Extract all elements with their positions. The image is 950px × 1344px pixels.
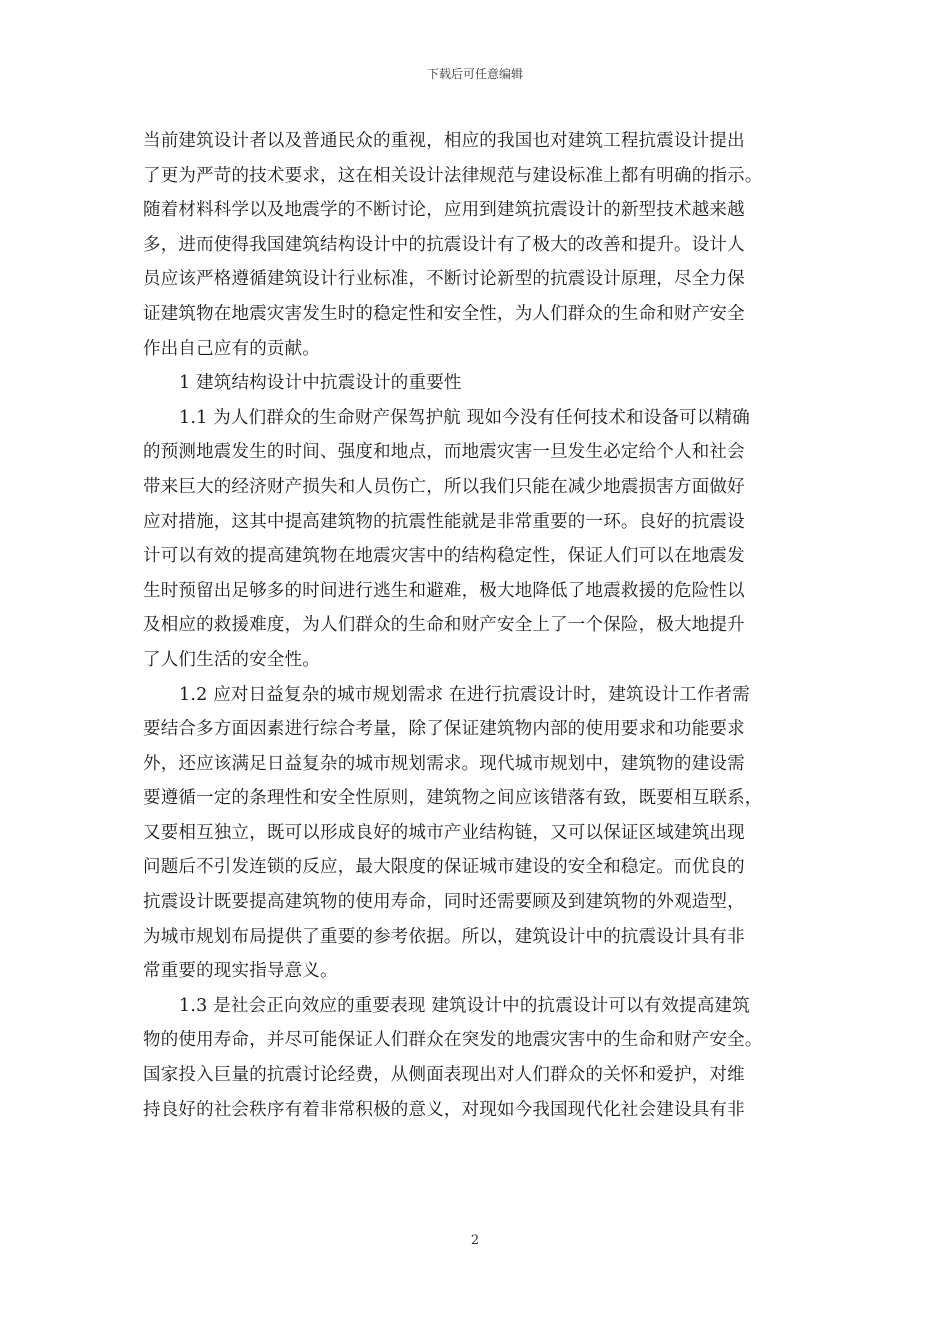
text-line: 要结合多方面因素进行综合考量，除了保证建筑物内部的使用要求和功能要求 bbox=[143, 719, 745, 740]
text-line: 又要相互独立，既可以形成良好的城市产业结构链，又可以保证区域建筑出现 bbox=[143, 822, 745, 843]
text-line: 物的使用寿命，并尽可能保证人们群众在突发的地震灾害中的生命和财产安全。 bbox=[143, 1030, 763, 1051]
page-number: 2 bbox=[470, 1233, 480, 1248]
text-line: 带来巨大的经济财产损失和人员伤亡，所以我们只能在减少地震损害方面做好 bbox=[143, 476, 745, 497]
section-heading: 1 建筑结构设计中抗震设计的重要性 bbox=[179, 373, 462, 394]
page-header: 下载后可任意编辑 bbox=[426, 67, 523, 81]
text-line: 及相应的救援难度，为人们群众的生命和财产安全上了一个保险，极大地提升 bbox=[143, 615, 745, 636]
text-line: 了更为严苛的技术要求，这在相关设计法律规范与建设标准上都有明确的指示。 bbox=[143, 165, 763, 186]
text-line: 作出自己应有的贡献。 bbox=[143, 338, 320, 359]
subsection-line: 1.2 应对日益复杂的城市规划需求 在进行抗震设计时，建筑设计工作者需 bbox=[179, 684, 750, 705]
text-line: 员应该严格遵循建筑设计行业标准，不断讨论新型的抗震设计原理，尽全力保 bbox=[143, 269, 745, 290]
text-line: 抗震设计既要提高建筑物的使用寿命，同时还需要顾及到建筑物的外观造型， bbox=[143, 892, 745, 913]
text-line: 常重要的现实指导意义。 bbox=[143, 961, 338, 982]
subsection-line: 1.1 为人们群众的生命财产保驾护航 现如今没有任何技术和设备可以精确 bbox=[179, 407, 750, 428]
subsection-line: 1.3 是社会正向效应的重要表现 建筑设计中的抗震设计可以有效提高建筑 bbox=[179, 995, 750, 1016]
text-line: 的预测地震发生的时间、强度和地点，而地震灾害一旦发生必定给个人和社会 bbox=[143, 442, 745, 463]
text-line: 外，还应该满足日益复杂的城市规划需求。现代城市规划中，建筑物的建设需 bbox=[143, 753, 745, 774]
document-body bbox=[143, 124, 808, 1127]
text-line: 要遵循一定的条理性和安全性原则，建筑物之间应该错落有致，既要相互联系， bbox=[143, 788, 763, 809]
text-line: 国家投入巨量的抗震讨论经费，从侧面表现出对人们群众的关怀和爱护，对维 bbox=[143, 1065, 745, 1086]
text-line: 了人们生活的安全性。 bbox=[143, 649, 320, 670]
text-line: 为城市规划布局提供了重要的参考依据。所以，建筑设计中的抗震设计具有非 bbox=[143, 926, 745, 947]
text-line: 应对措施，这其中提高建筑物的抗震性能就是非常重要的一环。良好的抗震设 bbox=[143, 511, 745, 532]
text-line: 证建筑物在地震灾害发生时的稳定性和安全性，为人们群众的生命和财产安全 bbox=[143, 303, 745, 324]
text-line: 计可以有效的提高建筑物在地震灾害中的结构稳定性，保证人们可以在地震发 bbox=[143, 546, 745, 567]
text-line: 生时预留出足够多的时间进行逃生和避难，极大地降低了地震救援的危险性以 bbox=[143, 580, 745, 601]
text-line: 多，进而使得我国建筑结构设计中的抗震设计有了极大的改善和提升。设计人 bbox=[143, 234, 745, 255]
text-line: 随着材料科学以及地震学的不断讨论，应用到建筑抗震设计的新型技术越来越 bbox=[143, 200, 745, 221]
text-line: 当前建筑设计者以及普通民众的重视，相应的我国也对建筑工程抗震设计提出 bbox=[143, 131, 745, 151]
text-line: 持良好的社会秩序有着非常积极的意义，对现如今我国现代化社会建设具有非 bbox=[143, 1099, 745, 1120]
text-line: 问题后不引发连锁的反应，最大限度的保证城市建设的安全和稳定。而优良的 bbox=[143, 857, 745, 878]
